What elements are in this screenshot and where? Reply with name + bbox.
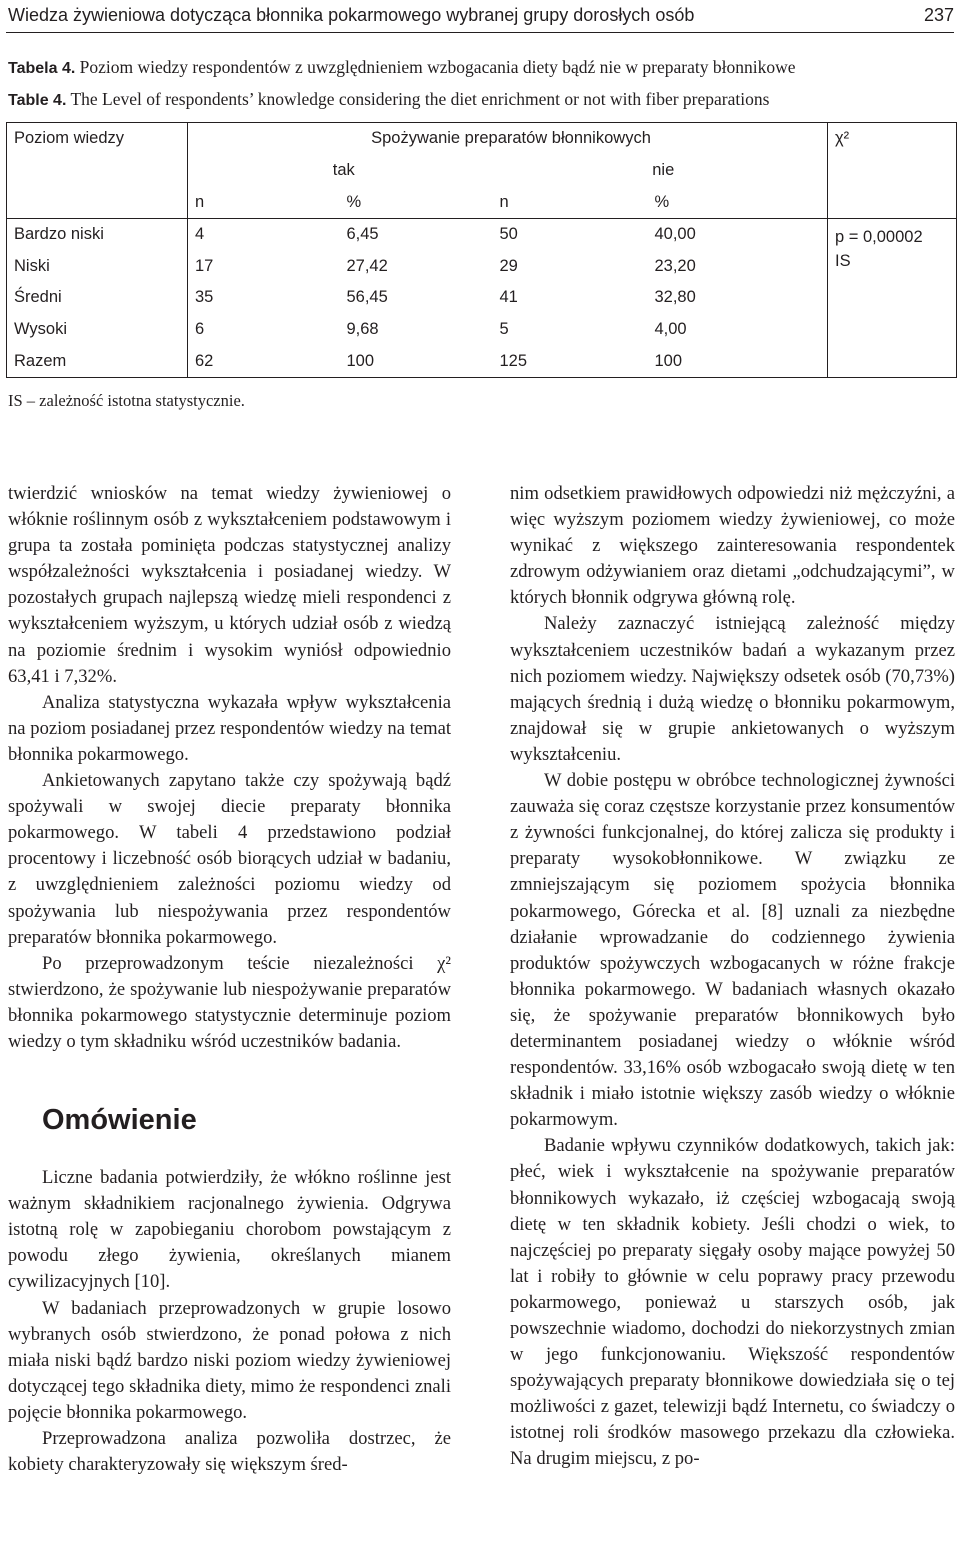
table-footnote: IS – zależność istotna statystycznie. [8,391,245,410]
header-n-tak: n [188,186,340,218]
cell-pct-tak: 27,42 [346,256,388,275]
header-spozywanie: Spożywanie preparatów błonnikowych [188,123,828,155]
cell-pct-tak: 9,68 [346,320,379,338]
cell-pct-nie: 100 [654,351,683,370]
header-nie: nie [652,160,675,179]
cell-n-nie: 125 [499,351,528,370]
cell-pct-tak: 6,45 [340,218,493,250]
paragraph: Należy zaznaczyć istniejącą zależność między wykształceniem uczestników badań a wykazanym przez nich poziomem wiedzy. Największy odsetek osób (70,73%) mających średnią i dużą wiedzę o błonniku pokarmowym, znajdował się w grupie ankietowanych o wyższym wykształceniu. [510,613,955,765]
cell-n-tak: 62 [188,345,340,377]
header-tak: tak [188,155,493,187]
running-title: Wiedza żywieniowa dotycząca błonnika pokarmowego wybranej grupy dorosłych osób [8,4,695,25]
knowledge-table [6,122,957,378]
row-label: Razem [14,351,67,370]
row-label: Średni [14,288,62,307]
header-pct-nie: % [654,192,670,211]
running-header [8,0,954,30]
paragraph: Po przeprowadzonym teście niezależności χ² stwierdzono, że spożywanie lub niespożywanie preparatów błonnika pokarmowego statystycznie determinuje poziom wiedzy o tym składniku wśród uczestników badania. [8,952,451,1052]
cell-n-nie: 41 [499,288,518,307]
paragraph: Ankietowanych zapytano także czy spożywają bądź spożywali w swojej diecie preparaty błonnika pokarmowego. W tabeli 4 przedstawiono podział procentowy i liczebność osób biorących udział w badaniu, z uwzględnieniem zależności poziomu wiedzy od spożywania lub niespożywania przez respondentów preparatów błonnika pokarmowego. [8,770,451,948]
cell-n-nie: 50 [493,218,648,250]
paragraph: nim odsetkiem prawidłowych odpowiedzi niż mężczyźni, a więc wyższym poziomem wiedzy żywieniowej, co może wynikać z większego zainteresowania respondentek zdrowym odżywianiem oraz dietami „odchudzającymi”, w których błonnik odgrywa główną rolę. [510,483,955,609]
cell-n-nie: 5 [499,320,509,338]
paragraph: Analiza statystyczna wykazała wpływ wykształcenia na poziom posiadanej przez respondentów wiedzy na temat błonnika pokarmowego. [8,691,451,765]
p-value: p = 0,00002 [835,227,923,246]
caption-en-label: Table 4. [8,92,67,109]
paragraph: Badanie wpływu czynników dodatkowych, takich jak: płeć, wiek i wykształcenie na spożywanie preparatów błonnikowych wykazało, iż częściej wzbogacają swoją dietę w ten składnik kobiety. Jeśli chodzi o wiek, to najczęściej po preparaty sięgały osoby mające powyżej 50 lat i robiły to głównie w celu poprawy pracy przewodu pokarmowego, ponieważ u starszych osób, jak powszechnie wiadomo, dochodzi do niekorzystnych zmian w jego funkcjonowaniu. Większość respondentów spożywających preparaty błonnikowe dowiedziała się o tej możliwości z gazet, telewizji bądź Internetu, co świadczy o istotnej roli środków masowego przekazu dla człowieka. Na drugim miejscu, z po- [510,1135,955,1470]
caption-pl-label: Tabela 4. [8,60,76,77]
cell-n-tak: 4 [188,218,340,250]
cell-pct-nie: 40,00 [648,218,828,250]
caption-pl-text: Poziom wiedzy respondentów z uwzględnieniem wzbogacania diety bądź nie w preparaty błonnikowe [79,57,796,77]
cell-pct-tak: 56,45 [346,288,388,307]
row-label: Niski [14,256,50,275]
cell-pct-nie: 23,20 [654,256,696,275]
header-poziom-wiedzy: Poziom wiedzy [14,129,125,147]
table-caption-pl [8,57,795,78]
row-label: Bardzo niski [7,218,188,250]
page-number: 237 [923,4,954,25]
cell-n-tak: 6 [188,314,340,346]
right-column [510,481,955,1473]
header-pct-tak: % [346,192,362,211]
paragraph: Liczne badania potwierdziły, że włókno roślinne jest ważnym składnikiem racjonalnego żywienia. Odgrywa istotną rolę w zapobieganiu chorobom powstającym z powodu złego żywienia, określanych mianem cywilizacyjnych [10]. [8,1167,451,1293]
cell-pct-nie: 32,80 [654,288,696,307]
caption-en-text: The Level of respondents’ knowledge considering the diet enrichment or not with fiber preparations [70,89,770,109]
paragraph: Przeprowadzona analiza pozwoliła dostrzec, że kobiety charakteryzowały się większym śred- [8,1428,451,1476]
cell-pct-tak: 100 [346,351,375,370]
paragraph: twierdzić wniosków na temat wiedzy żywieniowej o włóknie roślinnym osób z wykształceniem podstawowym i grupa ta została pominięta podczas statystycznej analizy współzależności wykształcenia i posiadanej wiedzy. W pozostałych grupach najlepszą wiedzę mieli respondenci z wykształceniem wyższym, u których udział osób z wiedzą na poziomie średnim i wysokim wyniósł odpowiednio 63,41 i 7,32%. [8,483,451,687]
section-heading: Omówienie [42,1104,197,1137]
cell-n-tak: 17 [188,250,340,282]
paragraph: W badaniach przeprowadzonych w grupie losowo wybranych osób stwierdzono, że ponad połowa z nich miała niski bądź bardzo niski poziom wiedzy żywieniowej dotyczącej tego składnika diety, mimo że respondenci znali pojęcie błonnika pokarmowego. [8,1297,451,1423]
header-chi-square: χ² [828,123,957,219]
left-column [8,481,451,1478]
cell-n-nie: 29 [499,256,518,275]
chi-result [828,218,957,377]
header-rule [6,32,954,33]
header-n-nie: n [499,192,509,211]
table-caption-en [8,89,769,110]
row-label: Wysoki [14,320,68,338]
cell-n-tak: 35 [188,282,340,314]
cell-pct-nie: 4,00 [654,320,687,338]
paragraph: W dobie postępu w obróbce technologicznej żywności zauważa się coraz częstsze korzystanie przez konsumentów z żywności funkcjonalnej, do której zalicza się produkty i preparaty wysokobłonnikowe. W związku ze zmniejszającym się poziomem spożycia błonnika pokarmowego, Górecka et al. [8] uznali za niezbędne działanie wprowadzanie do codziennego żywienia produktów spożywczych wzbogacanych w różne frakcje błonnika pokarmowego. W badaniach własnych okazało się, że spożywanie preparatów błonnikowych było determinantem posiadanej wiedzy o włóknie wśród respondentów. 33,16% osób wzbogacało swoją dietę w ten składnik i miało istotnie większy zasób wiedzy o włóknie pokarmowym. [510,770,955,1131]
significance-label: IS [835,251,851,270]
